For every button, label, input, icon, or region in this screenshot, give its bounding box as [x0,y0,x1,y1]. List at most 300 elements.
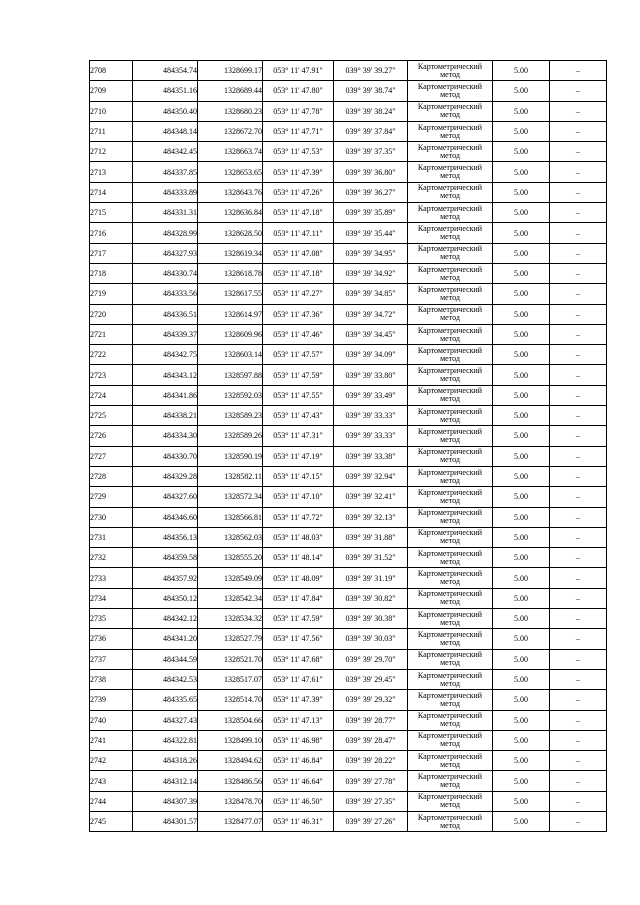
longitude-cell: 039° 39' 34.72" [334,304,408,324]
method-text: Картометрический метод [417,203,483,221]
method-cell [408,527,493,547]
method-text: Картометрический метод [417,386,483,404]
longitude-cell: 039° 39' 34.95" [334,243,408,263]
x-coordinate-cell: 484342.75 [133,345,198,365]
method-cell [408,203,493,223]
y-coordinate-cell: 1328549.09 [198,568,263,588]
y-coordinate-cell: 1328597.88 [198,365,263,385]
point-number-cell: 2730 [90,507,133,527]
table-row [90,81,607,101]
table-row [90,142,607,162]
method-text: Картометрический метод [417,244,483,262]
method-text: Картометрический метод [417,812,483,830]
note-cell: – [550,527,607,547]
accuracy-cell: 5.00 [493,121,550,141]
table-row [90,426,607,446]
note-cell: – [550,466,607,486]
method-text: Картометрический метод [417,122,483,140]
x-coordinate-cell: 484343.12 [133,365,198,385]
note-cell: – [550,304,607,324]
longitude-cell: 039° 39' 33.33" [334,406,408,426]
point-number-cell: 2712 [90,142,133,162]
note-cell: – [550,263,607,283]
accuracy-cell: 5.00 [493,243,550,263]
accuracy-cell: 5.00 [493,730,550,750]
method-text: Картометрический метод [417,609,483,627]
method-cell [408,223,493,243]
point-number-cell: 2723 [90,365,133,385]
table-row [90,101,607,121]
longitude-cell: 039° 39' 27.26" [334,811,408,831]
point-number-cell: 2733 [90,568,133,588]
x-coordinate-cell: 484348.14 [133,121,198,141]
note-cell: – [550,324,607,344]
latitude-cell: 053° 11' 48.03" [263,527,334,547]
method-text: Картометрический метод [417,528,483,546]
accuracy-cell: 5.00 [493,507,550,527]
table-row [90,162,607,182]
method-text: Картометрический метод [417,61,483,79]
method-text: Картометрический метод [417,508,483,526]
method-cell [408,649,493,669]
x-coordinate-cell: 484357.92 [133,568,198,588]
y-coordinate-cell: 1328592.03 [198,385,263,405]
y-coordinate-cell: 1328572.34 [198,487,263,507]
y-coordinate-cell: 1328477.07 [198,811,263,831]
point-number-cell: 2722 [90,345,133,365]
method-text: Картометрический метод [417,325,483,343]
note-cell: – [550,61,607,81]
y-coordinate-cell: 1328499.10 [198,730,263,750]
accuracy-cell: 5.00 [493,182,550,202]
method-text: Картометрический метод [417,650,483,668]
latitude-cell: 053° 11' 46.98" [263,730,334,750]
latitude-cell: 053° 11' 47.39" [263,690,334,710]
x-coordinate-cell: 484333.89 [133,182,198,202]
method-text: Картометрический метод [417,629,483,647]
x-coordinate-cell: 484336.51 [133,304,198,324]
method-text: Картометрический метод [417,467,483,485]
latitude-cell: 053° 11' 47.84" [263,588,334,608]
point-number-cell: 2738 [90,669,133,689]
x-coordinate-cell: 484327.60 [133,487,198,507]
x-coordinate-cell: 484350.12 [133,588,198,608]
method-cell [408,751,493,771]
note-cell: – [550,771,607,791]
point-number-cell: 2717 [90,243,133,263]
note-cell: – [550,182,607,202]
point-number-cell: 2720 [90,304,133,324]
x-coordinate-cell: 484342.53 [133,669,198,689]
y-coordinate-cell: 1328534.32 [198,609,263,629]
accuracy-cell: 5.00 [493,771,550,791]
method-text: Картометрический метод [417,183,483,201]
accuracy-cell: 5.00 [493,649,550,669]
point-number-cell: 2736 [90,629,133,649]
longitude-cell: 039° 39' 35.89" [334,203,408,223]
x-coordinate-cell: 484342.45 [133,142,198,162]
table-row [90,466,607,486]
method-cell [408,446,493,466]
longitude-cell: 039° 39' 37.35" [334,142,408,162]
table-row [90,811,607,831]
method-text: Картометрический метод [417,569,483,587]
table-row [90,609,607,629]
longitude-cell: 039° 39' 34.45" [334,324,408,344]
x-coordinate-cell: 484328.99 [133,223,198,243]
method-text: Картометрический метод [417,731,483,749]
accuracy-cell: 5.00 [493,609,550,629]
method-text: Картометрический метод [417,142,483,160]
point-number-cell: 2734 [90,588,133,608]
table-row [90,406,607,426]
x-coordinate-cell: 484333.56 [133,284,198,304]
method-text: Картометрический метод [417,548,483,566]
x-coordinate-cell: 484301.57 [133,811,198,831]
latitude-cell: 053° 11' 47.59" [263,365,334,385]
longitude-cell: 039° 39' 31.52" [334,548,408,568]
longitude-cell: 039° 39' 31.19" [334,568,408,588]
method-text: Картометрический метод [417,447,483,465]
latitude-cell: 053° 11' 46.84" [263,751,334,771]
method-cell [408,568,493,588]
method-text: Картометрический метод [417,163,483,181]
method-cell [408,365,493,385]
method-cell [408,690,493,710]
longitude-cell: 039° 39' 28.77" [334,710,408,730]
longitude-cell: 039° 39' 30.38" [334,609,408,629]
accuracy-cell: 5.00 [493,629,550,649]
longitude-cell: 039° 39' 28.22" [334,751,408,771]
x-coordinate-cell: 484318.26 [133,751,198,771]
table-row [90,365,607,385]
longitude-cell: 039° 39' 30.03" [334,629,408,649]
y-coordinate-cell: 1328636.84 [198,203,263,223]
longitude-cell: 039° 39' 30.82" [334,588,408,608]
method-cell [408,710,493,730]
table-row [90,710,607,730]
x-coordinate-cell: 484341.20 [133,629,198,649]
table-row [90,223,607,243]
table-row [90,751,607,771]
x-coordinate-cell: 484351.16 [133,81,198,101]
latitude-cell: 053° 11' 47.18" [263,263,334,283]
point-number-cell: 2742 [90,751,133,771]
latitude-cell: 053° 11' 47.55" [263,385,334,405]
table-row [90,203,607,223]
note-cell: – [550,649,607,669]
x-coordinate-cell: 484359.58 [133,548,198,568]
y-coordinate-cell: 1328478.70 [198,791,263,811]
point-number-cell: 2714 [90,182,133,202]
method-cell [408,730,493,750]
table-row [90,548,607,568]
y-coordinate-cell: 1328618.78 [198,263,263,283]
method-cell [408,182,493,202]
x-coordinate-cell: 484334.30 [133,426,198,446]
accuracy-cell: 5.00 [493,203,550,223]
x-coordinate-cell: 484330.70 [133,446,198,466]
method-cell [408,345,493,365]
longitude-cell: 039° 39' 38.74" [334,81,408,101]
latitude-cell: 053° 11' 47.78" [263,101,334,121]
note-cell: – [550,568,607,588]
accuracy-cell: 5.00 [493,263,550,283]
latitude-cell: 053° 11' 47.26" [263,182,334,202]
longitude-cell: 039° 39' 29.32" [334,690,408,710]
y-coordinate-cell: 1328517.07 [198,669,263,689]
longitude-cell: 039° 39' 34.92" [334,263,408,283]
x-coordinate-cell: 484312.14 [133,771,198,791]
latitude-cell: 053° 11' 47.18" [263,203,334,223]
latitude-cell: 053° 11' 47.53" [263,142,334,162]
method-cell [408,101,493,121]
method-text: Картометрический метод [417,487,483,505]
point-number-cell: 2716 [90,223,133,243]
y-coordinate-cell: 1328643.76 [198,182,263,202]
y-coordinate-cell: 1328689.44 [198,81,263,101]
y-coordinate-cell: 1328589.23 [198,406,263,426]
y-coordinate-cell: 1328603.14 [198,345,263,365]
method-cell [408,588,493,608]
point-number-cell: 2709 [90,81,133,101]
note-cell: – [550,710,607,730]
accuracy-cell: 5.00 [493,101,550,121]
y-coordinate-cell: 1328663.74 [198,142,263,162]
point-number-cell: 2721 [90,324,133,344]
x-coordinate-cell: 484344.59 [133,649,198,669]
x-coordinate-cell: 484356.13 [133,527,198,547]
longitude-cell: 039° 39' 28.47" [334,730,408,750]
note-cell: – [550,142,607,162]
latitude-cell: 053° 11' 47.91" [263,61,334,81]
table-row [90,243,607,263]
accuracy-cell: 5.00 [493,487,550,507]
method-text: Картометрический метод [417,426,483,444]
method-text: Картометрический метод [417,711,483,729]
point-number-cell: 2724 [90,385,133,405]
method-cell [408,487,493,507]
point-number-cell: 2713 [90,162,133,182]
y-coordinate-cell: 1328589.26 [198,426,263,446]
x-coordinate-cell: 484350.40 [133,101,198,121]
latitude-cell: 053° 11' 47.71" [263,121,334,141]
x-coordinate-cell: 484354.74 [133,61,198,81]
method-cell [408,304,493,324]
note-cell: – [550,406,607,426]
y-coordinate-cell: 1328542.34 [198,588,263,608]
method-text: Картометрический метод [417,366,483,384]
latitude-cell: 053° 11' 47.80" [263,81,334,101]
accuracy-cell: 5.00 [493,142,550,162]
table-row [90,284,607,304]
y-coordinate-cell: 1328590.19 [198,446,263,466]
accuracy-cell: 5.00 [493,669,550,689]
point-number-cell: 2731 [90,527,133,547]
table-row [90,629,607,649]
point-number-cell: 2729 [90,487,133,507]
y-coordinate-cell: 1328699.17 [198,61,263,81]
table-row [90,588,607,608]
table-row [90,487,607,507]
x-coordinate-cell: 484342.12 [133,609,198,629]
accuracy-cell: 5.00 [493,690,550,710]
method-text: Картометрический метод [417,305,483,323]
method-cell [408,406,493,426]
x-coordinate-cell: 484327.93 [133,243,198,263]
accuracy-cell: 5.00 [493,527,550,547]
point-number-cell: 2741 [90,730,133,750]
latitude-cell: 053° 11' 47.08" [263,243,334,263]
table-row [90,649,607,669]
point-number-cell: 2718 [90,263,133,283]
table-row [90,446,607,466]
table-row [90,527,607,547]
method-text: Картометрический метод [417,589,483,607]
point-number-cell: 2743 [90,771,133,791]
latitude-cell: 053° 11' 47.56" [263,629,334,649]
latitude-cell: 053° 11' 47.31" [263,426,334,446]
point-number-cell: 2727 [90,446,133,466]
method-text: Картометрический метод [417,792,483,810]
longitude-cell: 039° 39' 33.38" [334,446,408,466]
method-text: Картометрический метод [417,406,483,424]
note-cell: – [550,223,607,243]
method-cell [408,162,493,182]
table-row [90,385,607,405]
note-cell: – [550,446,607,466]
latitude-cell: 053° 11' 47.39" [263,162,334,182]
method-text: Картометрический метод [417,224,483,242]
method-cell [408,324,493,344]
note-cell: – [550,345,607,365]
longitude-cell: 039° 39' 27.35" [334,791,408,811]
note-cell: – [550,609,607,629]
method-cell [408,771,493,791]
longitude-cell: 039° 39' 33.33" [334,426,408,446]
note-cell: – [550,811,607,831]
note-cell: – [550,588,607,608]
latitude-cell: 053° 11' 47.11" [263,223,334,243]
note-cell: – [550,690,607,710]
table-row [90,568,607,588]
accuracy-cell: 5.00 [493,751,550,771]
longitude-cell: 039° 39' 35.44" [334,223,408,243]
longitude-cell: 039° 39' 31.88" [334,527,408,547]
table-row [90,182,607,202]
point-number-cell: 2708 [90,61,133,81]
table-row [90,791,607,811]
x-coordinate-cell: 484307.39 [133,791,198,811]
point-number-cell: 2739 [90,690,133,710]
longitude-cell: 039° 39' 36.27" [334,182,408,202]
table-row [90,304,607,324]
y-coordinate-cell: 1328504.66 [198,710,263,730]
point-number-cell: 2711 [90,121,133,141]
accuracy-cell: 5.00 [493,446,550,466]
coordinates-table [89,60,607,832]
y-coordinate-cell: 1328672.70 [198,121,263,141]
y-coordinate-cell: 1328628.50 [198,223,263,243]
y-coordinate-cell: 1328494.62 [198,751,263,771]
method-text: Картометрический метод [417,284,483,302]
latitude-cell: 053° 11' 47.72" [263,507,334,527]
note-cell: – [550,791,607,811]
accuracy-cell: 5.00 [493,548,550,568]
note-cell: – [550,629,607,649]
y-coordinate-cell: 1328555.20 [198,548,263,568]
y-coordinate-cell: 1328514.70 [198,690,263,710]
latitude-cell: 053° 11' 48.14" [263,548,334,568]
table-row [90,121,607,141]
longitude-cell: 039° 39' 39.27" [334,61,408,81]
longitude-cell: 039° 39' 33.49" [334,385,408,405]
method-text: Картометрический метод [417,81,483,99]
method-cell [408,507,493,527]
x-coordinate-cell: 484331.31 [133,203,198,223]
point-number-cell: 2732 [90,548,133,568]
point-number-cell: 2719 [90,284,133,304]
method-cell [408,142,493,162]
latitude-cell: 053° 11' 47.13" [263,710,334,730]
point-number-cell: 2710 [90,101,133,121]
latitude-cell: 053° 11' 47.68" [263,649,334,669]
method-cell [408,426,493,446]
y-coordinate-cell: 1328680.23 [198,101,263,121]
table-row [90,730,607,750]
latitude-cell: 053° 11' 46.31" [263,811,334,831]
accuracy-cell: 5.00 [493,466,550,486]
note-cell: – [550,101,607,121]
note-cell: – [550,243,607,263]
method-cell [408,61,493,81]
method-cell [408,629,493,649]
y-coordinate-cell: 1328521.70 [198,649,263,669]
longitude-cell: 039° 39' 33.80" [334,365,408,385]
accuracy-cell: 5.00 [493,811,550,831]
y-coordinate-cell: 1328527.79 [198,629,263,649]
accuracy-cell: 5.00 [493,61,550,81]
method-cell [408,121,493,141]
x-coordinate-cell: 484322.81 [133,730,198,750]
method-cell [408,81,493,101]
longitude-cell: 039° 39' 32.41" [334,487,408,507]
longitude-cell: 039° 39' 34.09" [334,345,408,365]
y-coordinate-cell: 1328486.56 [198,771,263,791]
accuracy-cell: 5.00 [493,588,550,608]
accuracy-cell: 5.00 [493,710,550,730]
longitude-cell: 039° 39' 36.80" [334,162,408,182]
accuracy-cell: 5.00 [493,791,550,811]
note-cell: – [550,507,607,527]
table-row [90,345,607,365]
point-number-cell: 2728 [90,466,133,486]
note-cell: – [550,426,607,446]
note-cell: – [550,669,607,689]
accuracy-cell: 5.00 [493,223,550,243]
latitude-cell: 053° 11' 47.36" [263,304,334,324]
y-coordinate-cell: 1328582.11 [198,466,263,486]
method-text: Картометрический метод [417,772,483,790]
method-cell [408,466,493,486]
latitude-cell: 053° 11' 47.43" [263,406,334,426]
method-text: Картометрический метод [417,102,483,120]
method-text: Картометрический метод [417,670,483,688]
method-text: Картометрический метод [417,345,483,363]
method-cell [408,284,493,304]
longitude-cell: 039° 39' 27.78" [334,771,408,791]
x-coordinate-cell: 484337.85 [133,162,198,182]
